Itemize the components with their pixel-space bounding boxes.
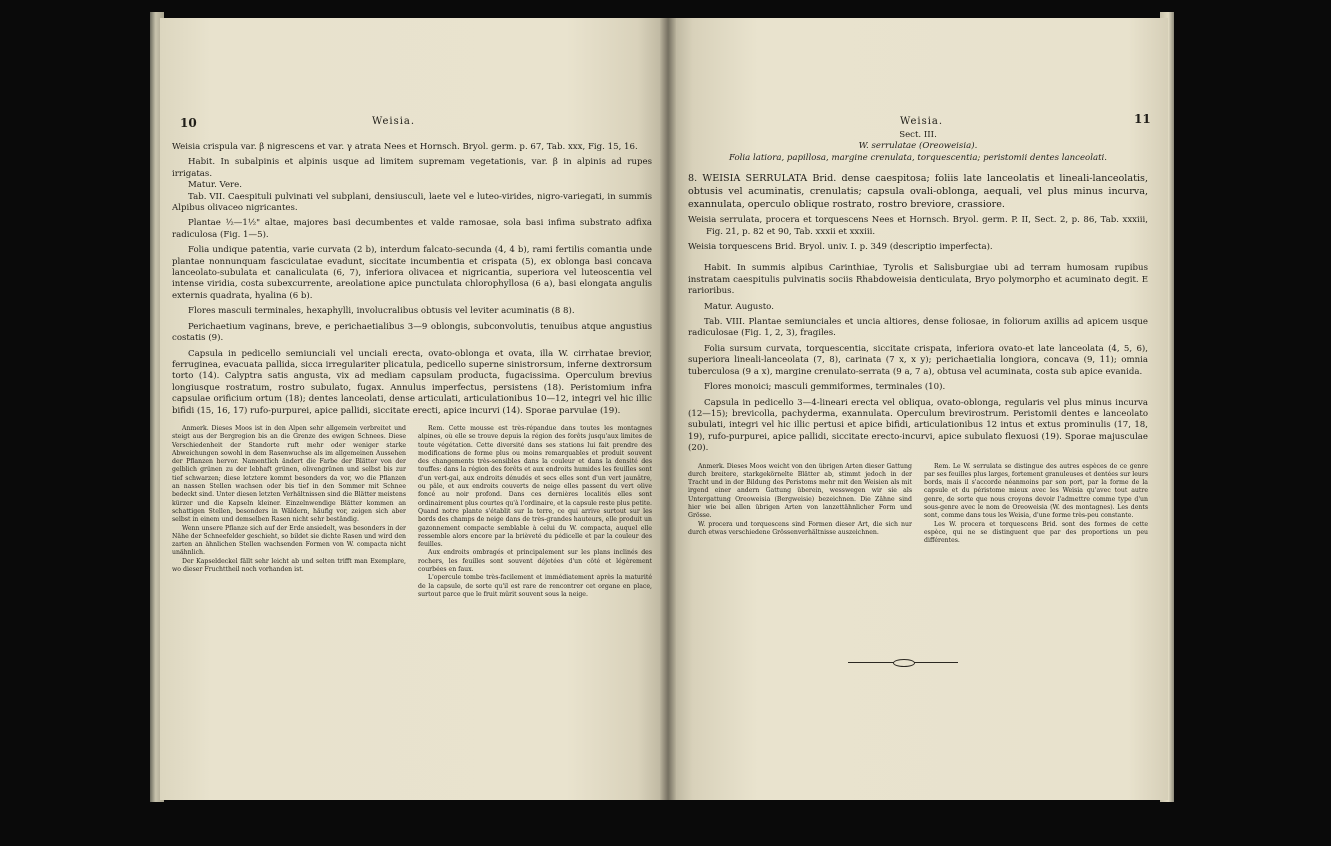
section-diagnosis: Folia latiora, papillosa, margine crenulata, torquescentia; peristomii dentes lanceolati. [728, 152, 1108, 163]
perichaetium-paragraph: Perichaetium vaginans, breve, e perichaetialibus 3—9 oblongis, subconvolutis, tenuibus atque angustius costatis (9). [172, 321, 652, 344]
reference-line: Weisia crispula var. β nigrescens et var. γ atrata Nees et Hornsch. Bryol. germ. p. 67, Tab. xxx, Fig. 15, 16. [172, 142, 638, 152]
note-german [688, 463, 912, 546]
tailpiece-ornament [848, 658, 958, 668]
maturity-line: Matur. Augusto. [704, 301, 774, 312]
folia-paragraph: Folia sursum curvata, torquescentia, siccitate crispata, inferiora ovato-et late lanceolata (4, 5, 6), superiora lineali-lanceolata (7, 8), carinata (7 x, x y); perichaetialia longiora, concava (9, 11); omnia tuberculosa (9 a x), margine crenulato-serrata (9 a, 7 a), obtusa vel acuminata, costa sub apice evanida. [688, 343, 1148, 377]
note-french [924, 463, 1148, 546]
habitat-paragraph: Habit. In summis alpibus Carinthiae, Tyrolis et Salisburgiae ubi ad terram humosam rupibus instratam caespitulis pulvinatis sociis Rhabdoweisia denticulata, Bryo polymorpho et acuminato degit. E rarioribus. [688, 263, 1148, 297]
note-paragraph: Anmerk. Dieses Moos ist in den Alpen sehr allgemein verbreitet und steigt aus der Bergregion bis an die Grenze des ewigen Schnees. Diese Verschiedenheit der Standorte ruft mehr oder weniger starke Abweichungen sowohl in dem Rasenwuchse als im allgemeinen Aussehen der Pflanzen hervor. Namentlich ändert die Farbe der Blätter von der gelblich grünen zu der lebhaft grünen, olivengrünen und selbst bis zur tief schwarzen; diese letztere kommt besonders da vor, wo die Pflanzen an nassen Stellen wachsen oder bis tief in den Sommer mit Schnee bedeckt sind. Unter diesen letzten Verhältnissen sind die Blätter meistens kürzer und die Kapseln kleiner. Einzelnwendige Blätter kommen an schattigen Stellen, besonders in Wäldern, häufig vor, zeigen sich aber selbst in einem und demselben Rasen nicht sehr beständig. [172, 424, 406, 524]
section-label: Sect. III. [899, 130, 937, 140]
note-paragraph: Der Kapseldeckel fällt sehr leicht ab und selten trifft man Exemplare, wo dieser Fruchttheil noch vorhanden ist. [172, 557, 406, 573]
flores-paragraph: Flores monoici; masculi gemmiformes, terminales (10). [704, 382, 946, 393]
right-page [668, 18, 1168, 800]
left-page [160, 18, 668, 800]
maturity-line: Matur. Vere. [188, 180, 242, 191]
left-page-content [172, 142, 652, 599]
synonym-line: Weisia torquescens Brid. Bryol. univ. I. p. 349 (descriptio imperfecta). [688, 242, 993, 253]
running-head: Weisia. [372, 116, 416, 127]
page-number: 11 [1134, 112, 1151, 126]
note-paragraph: Rem. Le W. serrulata se distingue des autres espèces de ce genre par ses feuilles plus larges, fortement granuleuses et dentées sur leurs bords, mais il s'accorde néanmoins par son port, par la forme de la capsule et du péristome mieux avec les Weisia qu'avec tout autre genre, de sorte que nous croyons devoir l'admettre comme type d'un sous-genre avec le nom de Oreoweisia (W. des montagnes). Les dents sont, comme dans tous les Weisia, d'une forme très-peu constante. [924, 462, 1148, 520]
note-german [172, 425, 406, 599]
capsula-paragraph: Capsula in pedicello 3—4-lineari erecta vel obliqua, ovato-oblonga, regularis vel plus minus incurva (12—15); brevicolla, pachyderma, exannulata. Operculum brevirostrum. Peristomii dentes e lanceolato subulati, integri vel hic illic pertusi et apice bifidi, articulationibus 12 intus et extus prominulis (17, 18, 19), rufo-purpurei, apice pallidi, siccitate erecto-incurvi, apice subulato flexuosi (19). Sporae majusculae (20). [688, 397, 1148, 454]
flores-paragraph: Flores masculi terminales, hexaphylli, involucralibus obtusis vel leviter acuminatis (8 8). [188, 306, 575, 317]
plantae-paragraph: Plantae ½—1½" altae, majores basi decumbentes et valde ramosae, sola basi infima substrato adfixa radiculosa (Fig. 1—5). [172, 218, 652, 240]
capsula-paragraph: Capsula in pedicello semiunciali vel unciali erecta, ovato-oblonga et ovata, illa W. cirrhatae brevior, ferruginea, evacuata pallida, sicca irregulariter plicatula, pedicello superne sinistrorsum, inferne dextrorsum torto (14). Calyptra satis angusta, vix ad mediam capsulam producta, fugacissima. Operculum brevius longiusque rostratum, rostro subulato, fugax. Annulus imperfectus, persistens (18). Peristomium infra capsulae orificium ortum (18); dentes lanceolati, dense articulati, articulationibus 10—12, integri vel hic illic bifidi (15, 16, 17) rufo-purpurei, apice pallidi, siccitate erecti, apice incurvi (14). Sporae parvulae (19). [172, 348, 652, 416]
section-name: W. serrulatae (Oreoweisia). [858, 141, 978, 152]
right-page-content [688, 130, 1148, 546]
notes-columns [688, 463, 1148, 546]
page-number: 10 [180, 116, 197, 130]
species-heading: 8. WEISIA SERRULATA Brid. dense caespitosa; foliis late lanceolatis et lineali-lanceolatis, obtusis vel acuminatis, crenulatis; capsula ovali-oblonga, aequali, vel plus minus incurva, exannulata, operculo oblique rostrato, rostro breviore, crassiore. [688, 173, 1148, 211]
note-paragraph: W. procera und torquescens sind Formen dieser Art, die sich nur durch etwas verschiedene Grössenverhältnisse auszeichnen. [688, 520, 912, 536]
note-paragraph: Wenn unsere Pflanze sich auf der Erde ansiedelt, was besonders in der Nähe der Schneefelder geschieht, so bildet sie dichte Rasen und wird den zarten an ähnlichen Stellen wachsenden Formen von W. compacta nicht unähnlich. [172, 524, 406, 557]
note-paragraph: Rem. Cette mousse est très-répandue dans toutes les montagnes alpines, où elle se trouve depuis la région des forêts jusqu'aux limites de toute végétation. Cette diversité dans ses stations lui fait prendre des modifications de forme plus ou moins remarquables et produit souvent des changements très-sensibles dans la couleur et dans la densité des touffes: dans la région des forêts et aux endroits humides les feuilles sont d'un vert-gai, aux endroits dénudés et secs elles sont d'un vert jaunâtre, ou pâle, et aux endroits couverts de neige elles passent du vert olive foncé au noir profond. Dans ces dernières localités elles sont ordinairement plus courtes qu'à l'ordinaire, et la capsule reste plus petite. Quand notre plante s'établit sur la terre, ce qui arrive surtout sur les bords des champs de neige dans de très-grandes hauteurs, elle produit un gazonnement compacte semblable à celui du W. compacta, auquel elle ressemble alors encore par la brièveté du pédicelle et par la couleur des feuilles. [418, 424, 652, 549]
note-french [418, 425, 652, 599]
plate-paragraph: Tab. VIII. Plantae semiunciales et uncia altiores, dense foliosae, in foliorum axillis ad apicem usque radiculosae (Fig. 1, 2, 3), fragiles. [688, 317, 1148, 339]
note-paragraph: Anmerk. Dieses Moos weicht von den übrigen Arten dieser Gattung durch breitere, starkgekörnelte Blätter ab, stimmt jedoch in der Tracht und in der Bildung des Peristoms mehr mit den Weisien als mit irgend einer andern Gattung überein, wesswegen wir sie als Untergattung Oreoweisia (Bergweisie) bezeichnen. Die Zähne sind hier wie bei allen übrigen Arten von lanzettähnlicher Form und Grösse. [688, 462, 912, 520]
note-paragraph: Les W. procera et torquescens Brid. sont des formes de cette espèce, qui ne se distinguent que par des proportions un peu différentes. [924, 520, 1148, 545]
notes-columns [172, 425, 652, 599]
book-gutter [660, 18, 676, 800]
note-paragraph: L'opercule tombe très-facilement et immédiatement après la maturité de la capsule, de sorte qu'il est rare de rencontrer cet organe en place, surtout parce que le fruit mûrit souvent sous la neige. [418, 574, 652, 598]
note-paragraph: Aux endroits ombragés et principalement sur les plans inclinés des rochers, les feuilles sont souvent déjetées d'un côté et légèrement courbées en faux. [418, 549, 652, 573]
habitat-paragraph: Habit. In subalpinis et alpinis usque ad limitem supremam vegetationis, var. β in alpinis ad rupes irrigatas. [172, 157, 652, 179]
folia-paragraph: Folia undique patentia, varie curvata (2 b), interdum falcato-secunda (4, 4 b), rami fertilis comantia unde plantae nonnunquam fasciculatae evadunt, siccitate incumbentia et crispata (5), ex oblonga basi concava lanceolato-subulata et canaliculata (6, 7), inferiora olivacea et nigricantia, superiora vel luteoscentia vel intense viridia, costa subexcurrente, areolatione apice punctulata chlorophyllosa (6 a), basi elongata angulis externis quadrata, hyalina (6 b). [172, 245, 652, 301]
plate-paragraph: Tab. VII. Caespituli pulvinati vel subplani, densiusculi, laete vel e luteo-virides, nigro-variegati, in summis Alpibus olivaceo nigricantes. [172, 191, 652, 214]
running-head: Weisia. [900, 116, 944, 127]
synonym-line: Weisia serrulata, procera et torquescens Nees et Hornsch. Bryol. germ. P. II, Sect. 2, p. 86, Tab. xxxiii, Fig. 21, p. 82 et 90, Tab. xxxii et xxxiii. [688, 215, 1148, 237]
